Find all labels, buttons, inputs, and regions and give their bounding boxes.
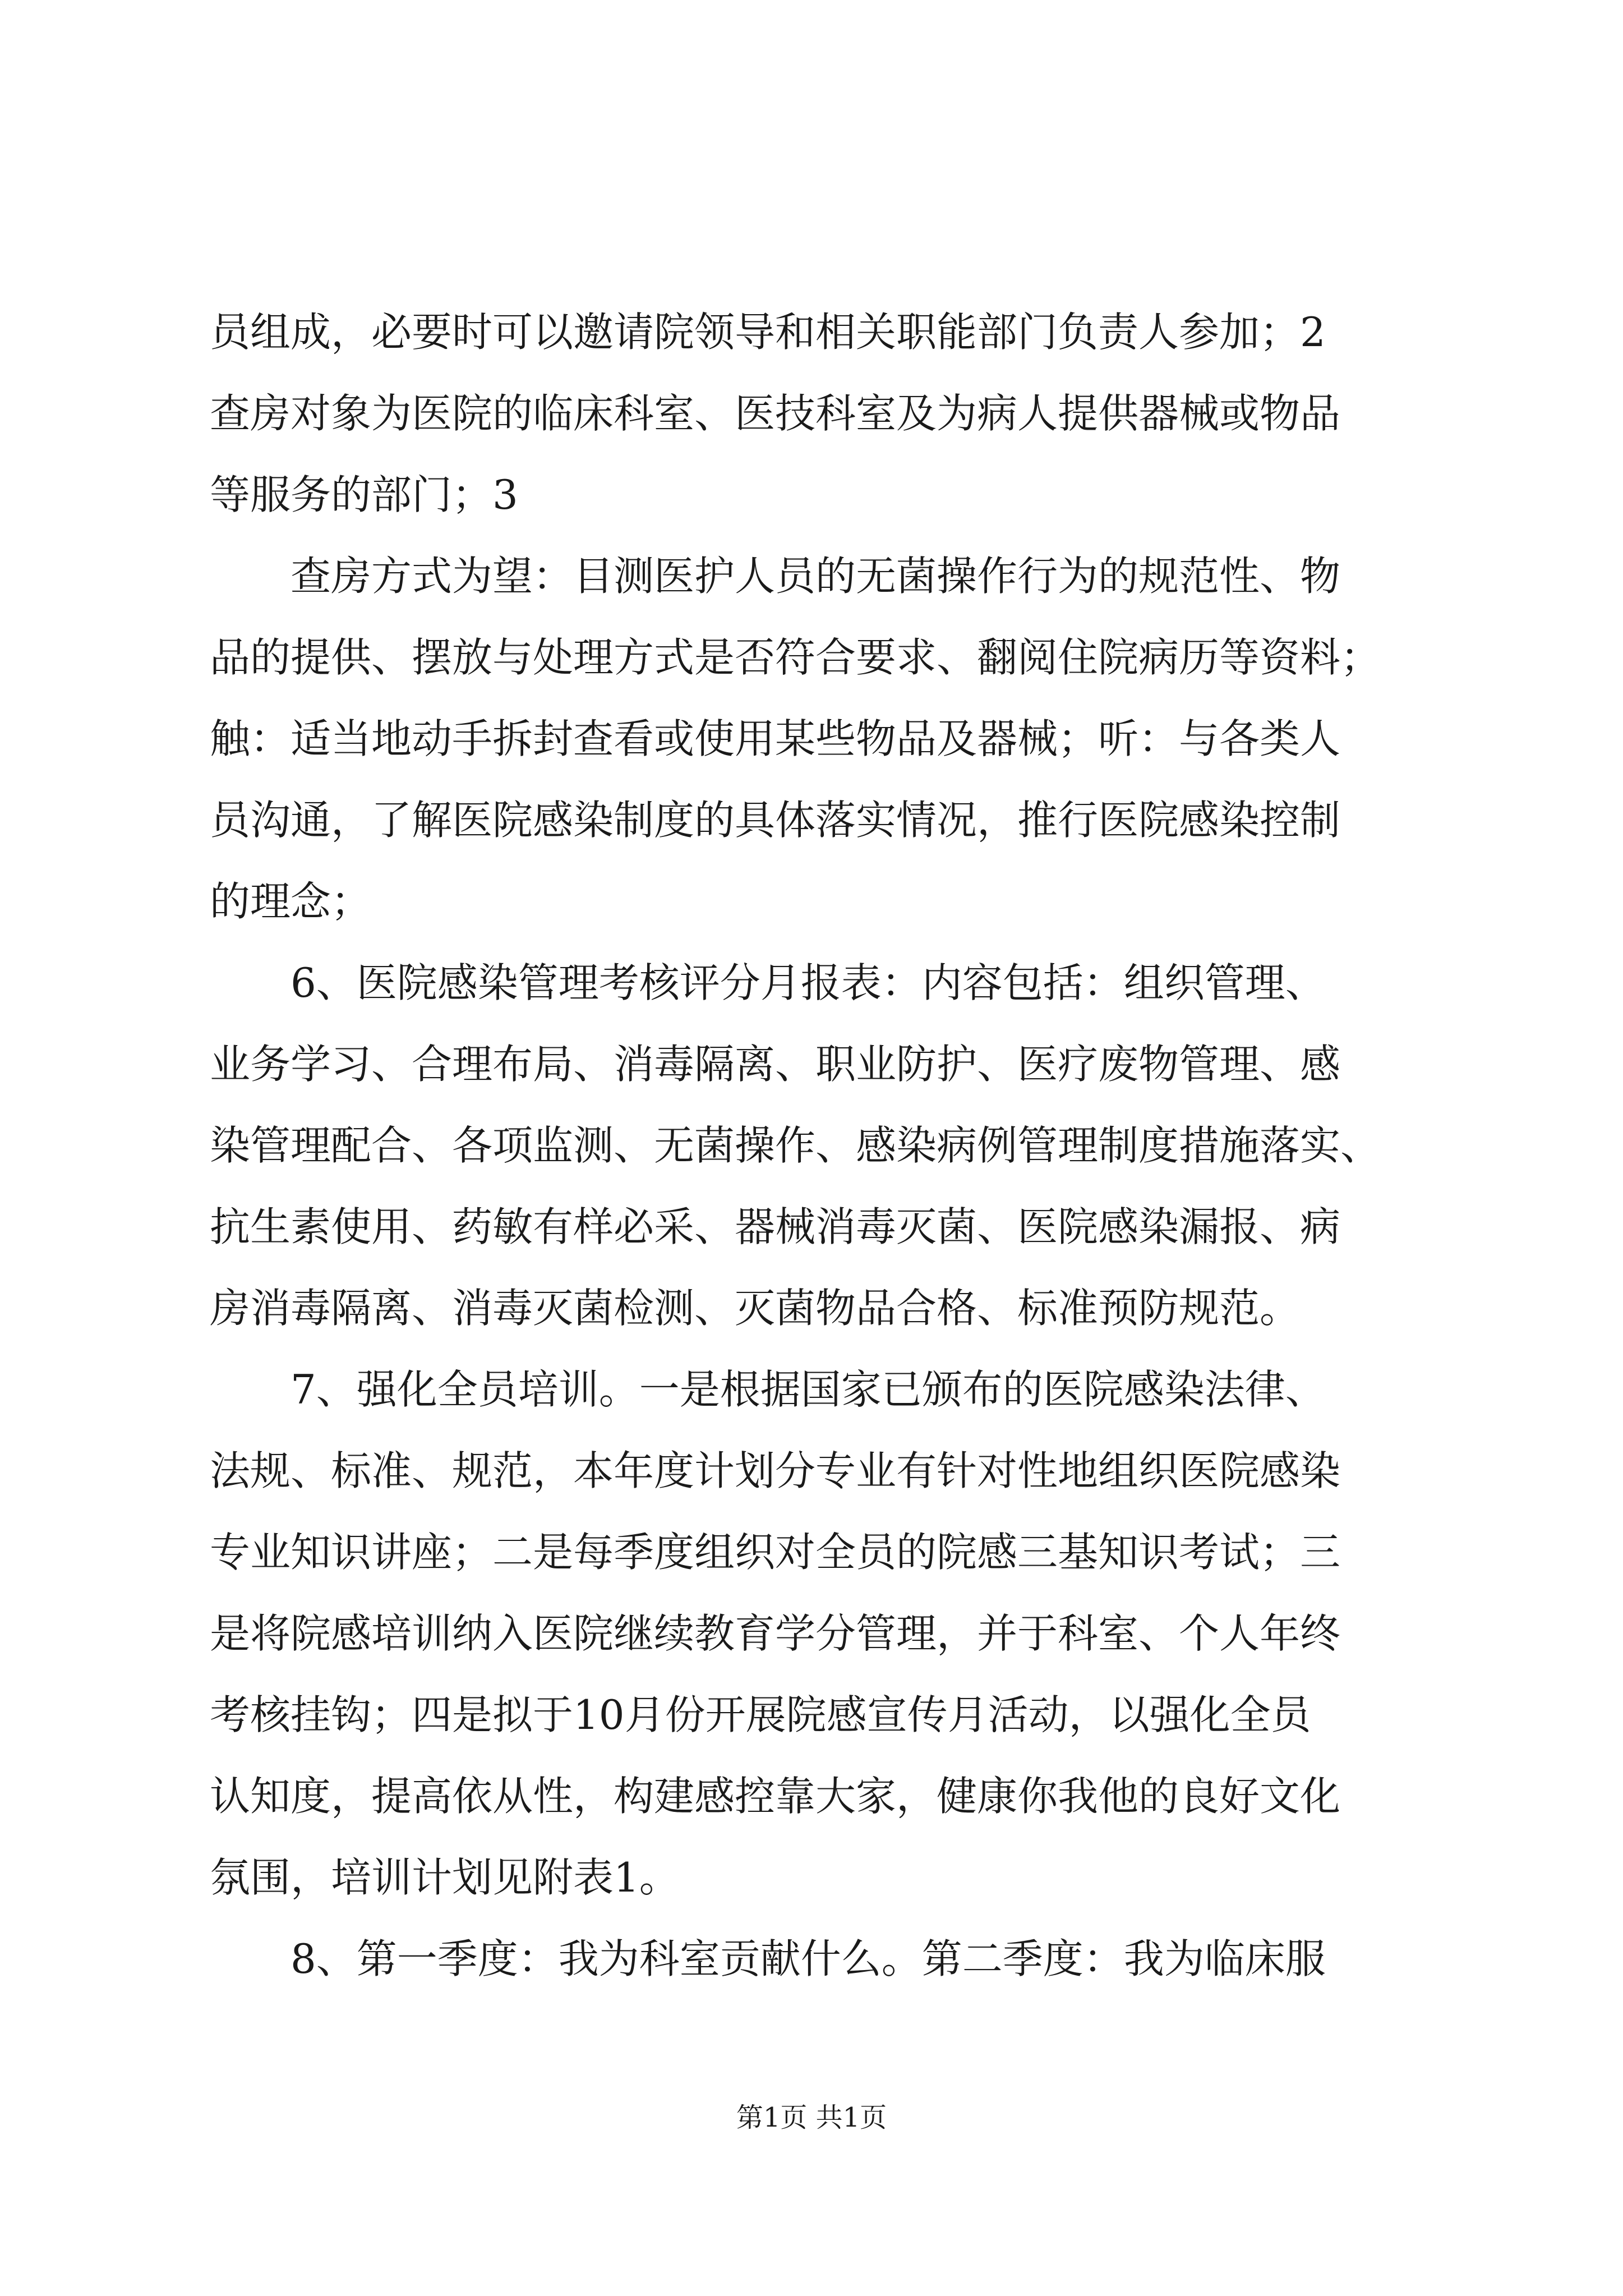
text-line: 6、医院感染管理考核评分月报表：内容包括：组织管理、 xyxy=(210,959,1326,1006)
text-line: 业务学习、合理布局、消毒隔离、职业防护、医疗废物管理、感 xyxy=(210,1041,1341,1088)
text-line: 法规、标准、规范，本年度计划分专业有针对性地组织医院感染 xyxy=(210,1447,1341,1494)
text-line: 的理念； xyxy=(210,878,372,925)
text-line: 8、第一季度：我为科室贡献什么。第二季度：我为临床服 xyxy=(210,1935,1326,1982)
text-line: 查房方式为望：目测医护人员的无菌操作行为的规范性、物 xyxy=(210,553,1341,600)
text-line: 员沟通，了解医院感染制度的具体落实情况，推行医院感染控制 xyxy=(210,797,1341,844)
text-line: 认知度，提高依从性，构建感控靠大家，健康你我他的良好文化 xyxy=(210,1773,1341,1820)
text-line: 是将院感培训纳入医院继续教育学分管理，并于科室、个人年终 xyxy=(210,1610,1341,1657)
page-footer xyxy=(0,2101,1623,2134)
text-line: 品的提供、摆放与处理方式是否符合要求、翻阅住院病历等资料； xyxy=(210,634,1381,681)
text-line: 染管理配合、各项监测、无菌操作、感染病例管理制度措施落实、 xyxy=(210,1122,1381,1169)
text-line: 房消毒隔离、消毒灭菌检测、灭菌物品合格、标准预防规范。 xyxy=(210,1285,1301,1332)
text-line: 查房对象为医院的临床科室、医技科室及为病人提供器械或物品 xyxy=(210,390,1341,437)
text-line: 等服务的部门；3 xyxy=(210,471,518,518)
text-line: 7、强化全员培训。一是根据国家已颁布的医院感染法律、 xyxy=(210,1366,1326,1413)
document-body xyxy=(210,292,1421,2000)
page-number-label: 第1页 共1页 xyxy=(736,2102,887,2133)
text-line: 触：适当地动手拆封查看或使用某些物品及器械；听：与各类人 xyxy=(210,715,1341,762)
text-line: 专业知识讲座；二是每季度组织对全员的院感三基知识考试；三 xyxy=(210,1529,1341,1576)
text-line: 员组成，必要时可以邀请院领导和相关职能部门负责人参加；2 xyxy=(210,309,1326,356)
text-line: 抗生素使用、药敏有样必采、器械消毒灭菌、医院感染漏报、病 xyxy=(210,1203,1341,1250)
text-line: 氛围，培训计划见附表1。 xyxy=(210,1854,680,1901)
text-line: 考核挂钩；四是拟于10月份开展院感宣传月活动，以强化全员 xyxy=(210,1691,1311,1738)
